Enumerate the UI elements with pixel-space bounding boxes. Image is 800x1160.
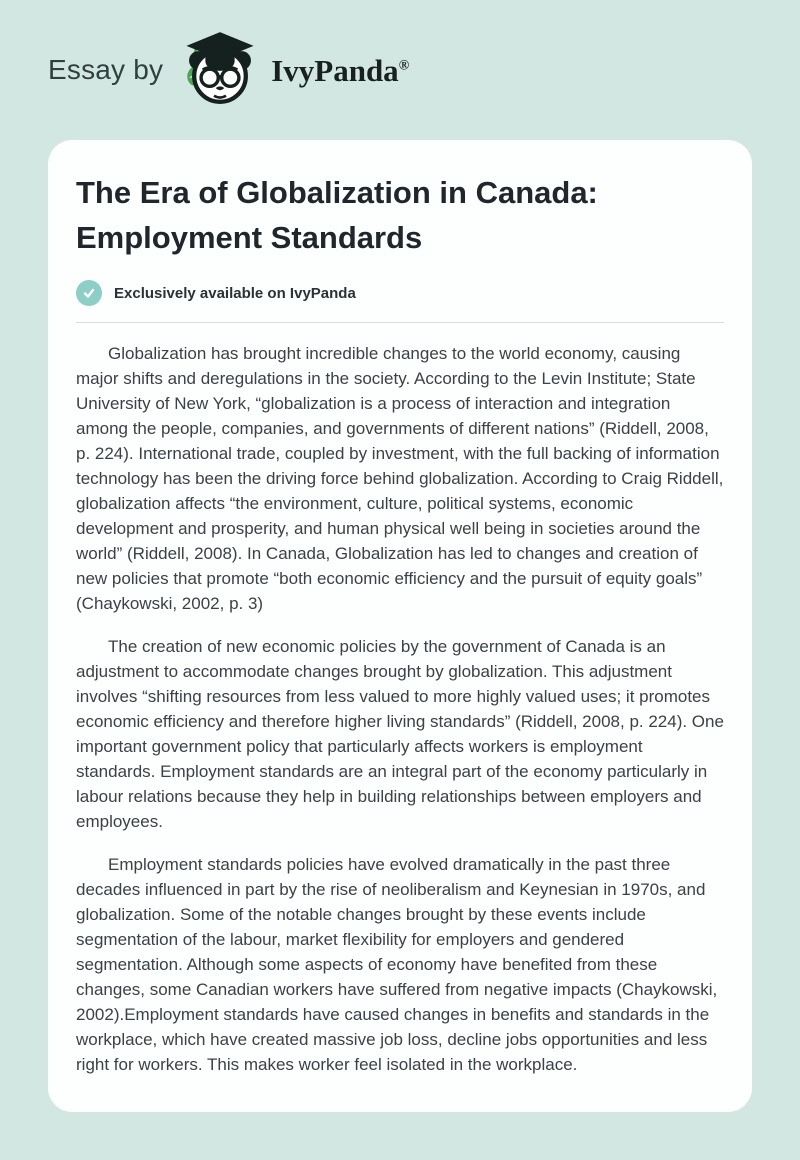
essay-by-label: Essay by	[48, 54, 164, 85]
essay-title: The Era of Globalization in Canada: Employment Standards	[76, 175, 598, 255]
ivypanda-logo-link[interactable]	[177, 27, 409, 113]
availability-badge	[76, 280, 724, 306]
registered-mark: ®	[398, 58, 410, 74]
availability-badge-label: Exclusively available on IvyPanda	[114, 284, 356, 302]
essay-paragraph: The creation of new economic policies by the government of Canada is an adjustment to accommodate changes brought by globalization. This adjustment involves “shifting resources from less valued to more highly valued uses; it promotes economic efficiency and therefore higher living standards” (Riddell, 2008, p. 224). One important government policy that particularly affects workers is employment standards. Employment standards are an integral part of the economy particularly in labour relations because they help in building relationships between employers and employees.	[76, 637, 724, 831]
essay-paragraph: Globalization has brought incredible changes to the world economy, causing major shifts and deregulations in the society. According to the Levin Institute; State University of New York, “globalization is a process of interaction and integration among the people, companies, and governments of different nations” (Riddell, 2008, p. 224). International trade, coupled by investment, with the full backing of information technology has been the driving force behind globalization. According to Craig Riddell, globalization affects “the environment, culture, political systems, economic development and prosperity, and human physical well being in societies around the world” (Riddell, 2008). In Canada, Globalization has led to changes and creation of new policies that promote “both economic efficiency and the pursuit of equity goals” (Chaykowski, 2002, p. 3)	[76, 344, 724, 613]
checkmark-icon	[76, 280, 102, 306]
divider	[76, 322, 724, 323]
brand-wordmark: IvyPanda®	[271, 52, 410, 88]
essay-paragraph: Employment standards policies have evolved dramatically in the past three decades influenced in part by the rise of neoliberalism and Keynesian in 1970s, and globalization. Some of the notable changes brought by these events include segmentation of the labour, market flexibility for employers and gendered segmentation. Although some aspects of economy have benefited from these changes, some Canadian workers have suffered from negative impacts (Chaykowski, 2002).Employment standards have caused changes in benefits and standards in the workplace, which have created massive job loss, decline jobs opportunities and less right for workers. This makes worker feel isolated in the workplace.	[76, 855, 718, 1074]
essay-card	[48, 140, 752, 1112]
ivypanda-panda-icon	[177, 27, 263, 113]
page-header	[0, 0, 800, 140]
essay-body	[76, 341, 724, 1077]
